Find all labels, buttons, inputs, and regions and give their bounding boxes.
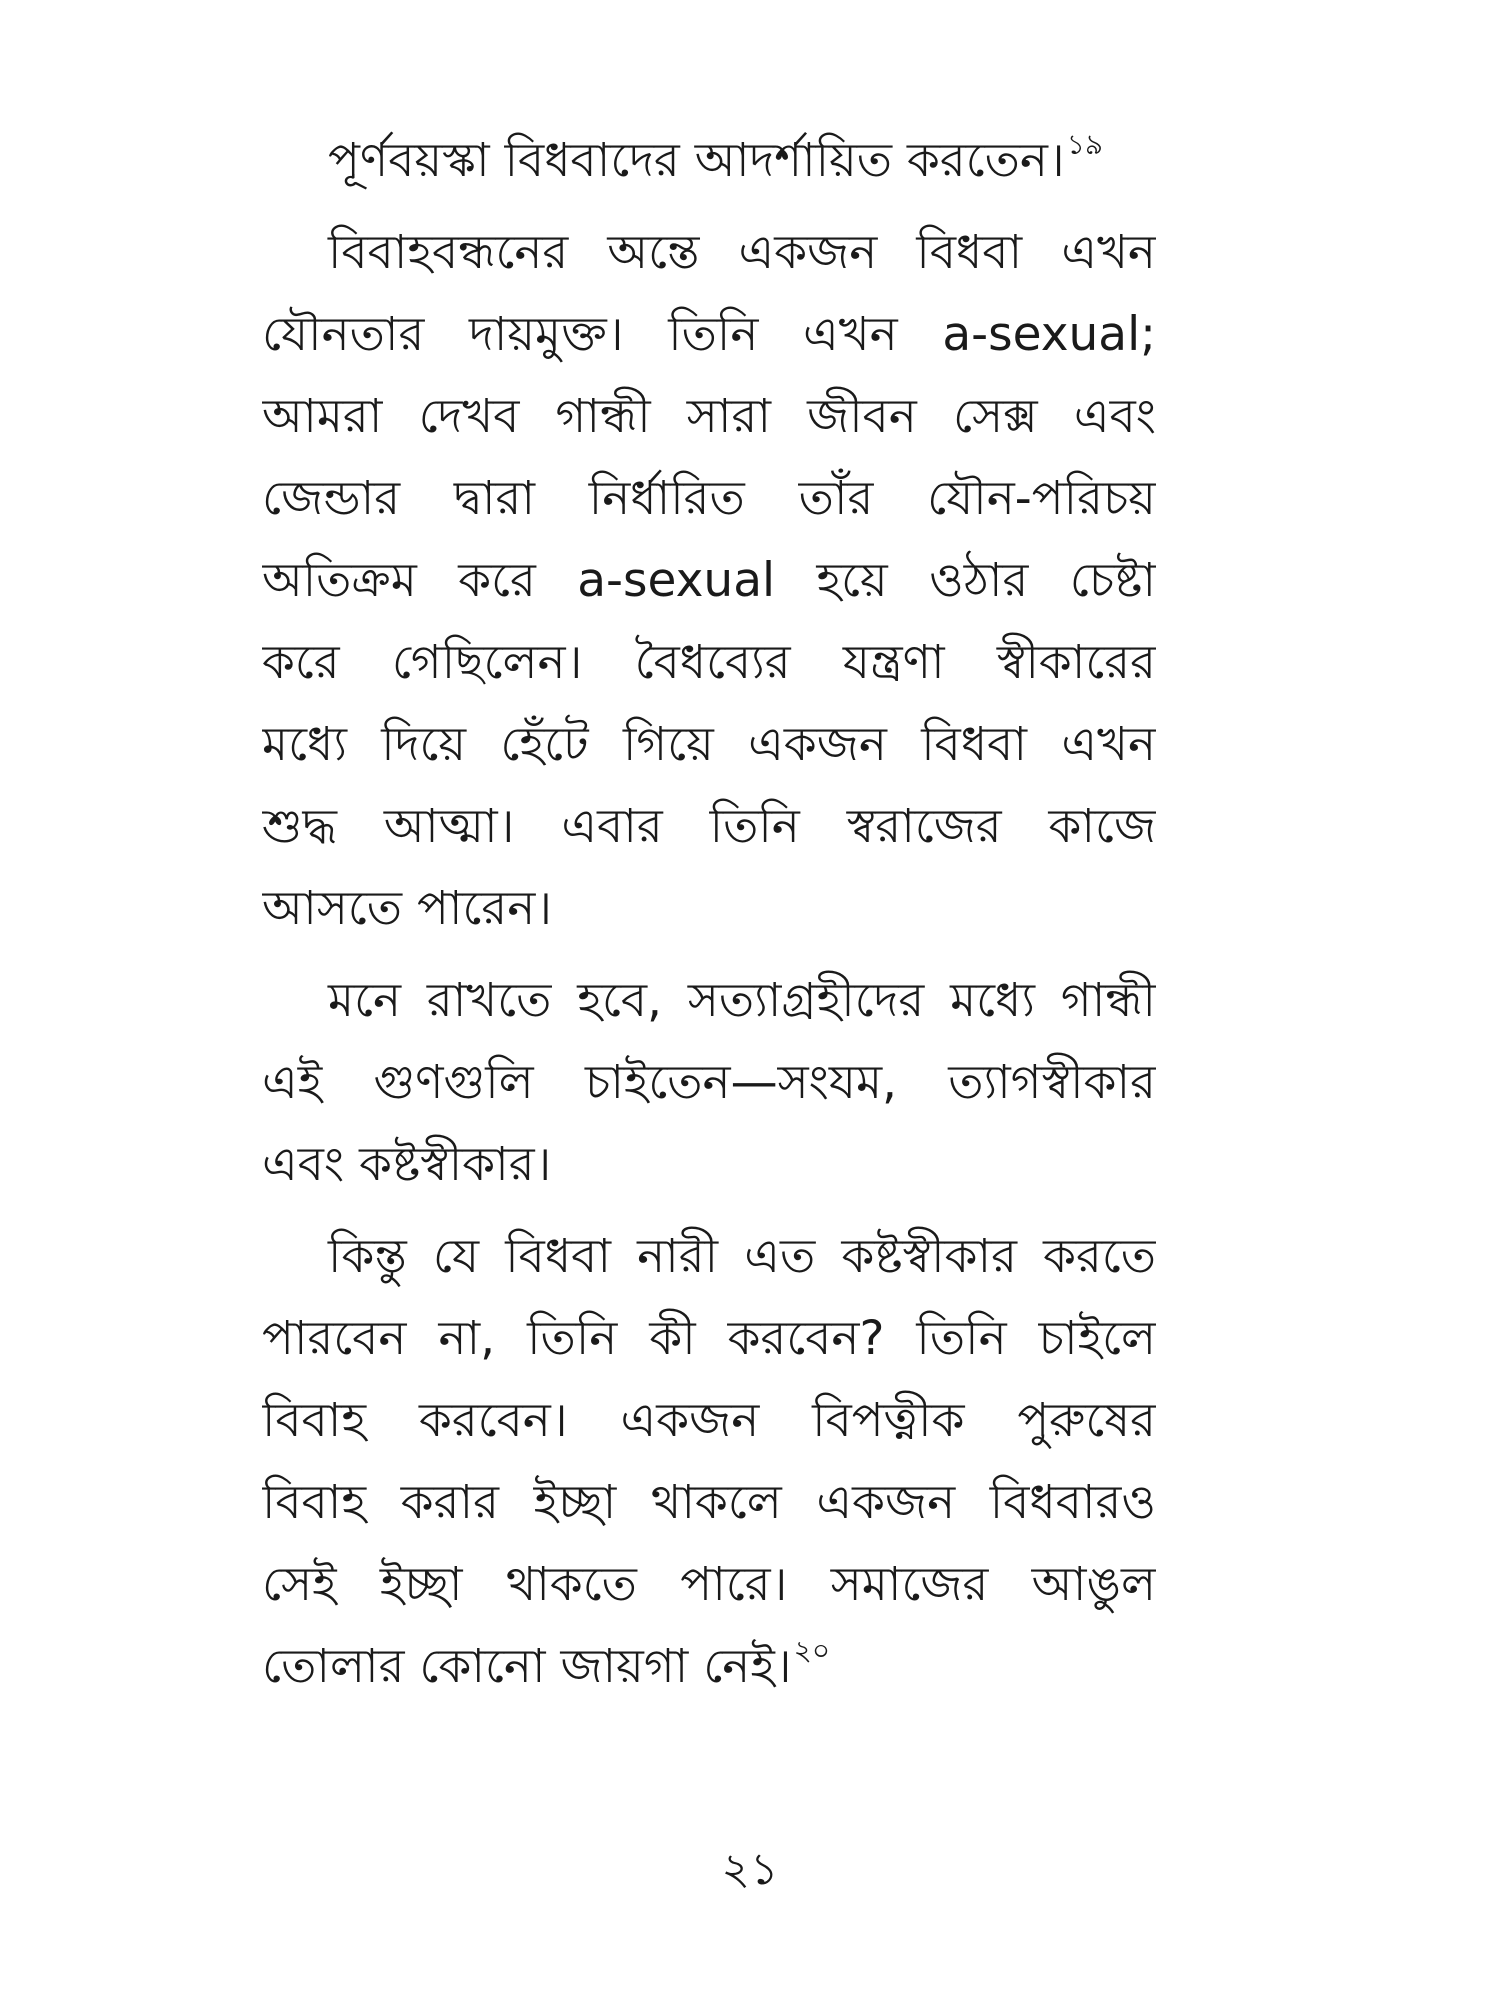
text-line	[262, 294, 1156, 376]
line-text: যৌনতার দায়মুক্ত। তিনি এখন a-sexual;	[262, 307, 1156, 362]
text-line	[262, 960, 1156, 1042]
line-text: আমরা দেখব গান্ধী সারা জীবন সেক্স এবং	[262, 389, 1156, 444]
text-line	[262, 1380, 1156, 1462]
line-text: পারবেন না, তিনি কী করবেন? তিনি চাইলে	[262, 1311, 1156, 1366]
line-text: এই গুণগুলি চাইতেন—সংযম, ত্যাগস্বীকার	[262, 1055, 1156, 1110]
line-text: শুদ্ধ আত্মা। এবার তিনি স্বরাজের কাজে	[262, 799, 1156, 854]
text-line	[262, 1298, 1156, 1380]
text-line	[262, 1544, 1156, 1626]
line-text: এবং কষ্টস্বীকার।	[262, 1137, 552, 1192]
line-text: বিবাহবন্ধনের অন্তে একজন বিধবা এখন	[328, 225, 1156, 280]
text-line	[262, 1216, 1156, 1298]
line-text: মধ্যে দিয়ে হেঁটে গিয়ে একজন বিধবা এখন	[262, 717, 1156, 772]
text-line	[262, 868, 1156, 950]
line-text: মনে রাখতে হবে, সত্যাগ্রহীদের মধ্যে গান্ধী	[328, 973, 1156, 1028]
line-text: বিবাহ করার ইচ্ছা থাকলে একজন বিধবারও	[262, 1475, 1156, 1530]
paragraph-gap	[262, 950, 1156, 960]
line-text: কিন্তু যে বিধবা নারী এত কষ্টস্বীকার করতে	[328, 1229, 1156, 1284]
text-line	[262, 458, 1156, 540]
paragraph	[262, 212, 1156, 950]
body-text	[262, 120, 1156, 1708]
paragraph	[262, 960, 1156, 1206]
footnote-reference[interactable]: ১৯	[1066, 128, 1104, 161]
text-line	[262, 540, 1156, 622]
text-line	[262, 1042, 1156, 1124]
text-line	[262, 1626, 1156, 1708]
paragraph-gap	[262, 202, 1156, 212]
text-line	[262, 120, 1156, 202]
line-text: পূর্ণবয়স্কা বিধবাদের আদর্শায়িত করতেন।	[328, 133, 1065, 188]
text-line	[262, 786, 1156, 868]
paragraph-gap	[262, 1206, 1156, 1216]
line-text: অতিক্রম করে a-sexual হয়ে ওঠার চেষ্টা	[262, 553, 1156, 608]
line-text: আসতে পারেন।	[262, 881, 553, 936]
paragraph	[262, 120, 1156, 202]
line-text: তোলার কোনো জায়গা নেই।	[262, 1639, 792, 1694]
text-line	[262, 1462, 1156, 1544]
text-line	[262, 1124, 1156, 1206]
line-text: সেই ইচ্ছা থাকতে পারে। সমাজের আঙুল	[262, 1557, 1156, 1612]
text-line	[262, 704, 1156, 786]
page-number: ২১	[721, 1844, 779, 1895]
text-line	[262, 376, 1156, 458]
line-text: বিবাহ করবেন। একজন বিপত্নীক পুরুষের	[262, 1393, 1156, 1448]
line-text: করে গেছিলেন। বৈধব্যের যন্ত্রণা স্বীকারের	[262, 635, 1156, 690]
text-line	[262, 622, 1156, 704]
text-line	[262, 212, 1156, 294]
line-text: জেন্ডার দ্বারা নির্ধারিত তাঁর যৌন-পরিচয়	[262, 471, 1156, 526]
paragraph	[262, 1216, 1156, 1708]
footnote-reference[interactable]: ২০	[793, 1634, 831, 1667]
